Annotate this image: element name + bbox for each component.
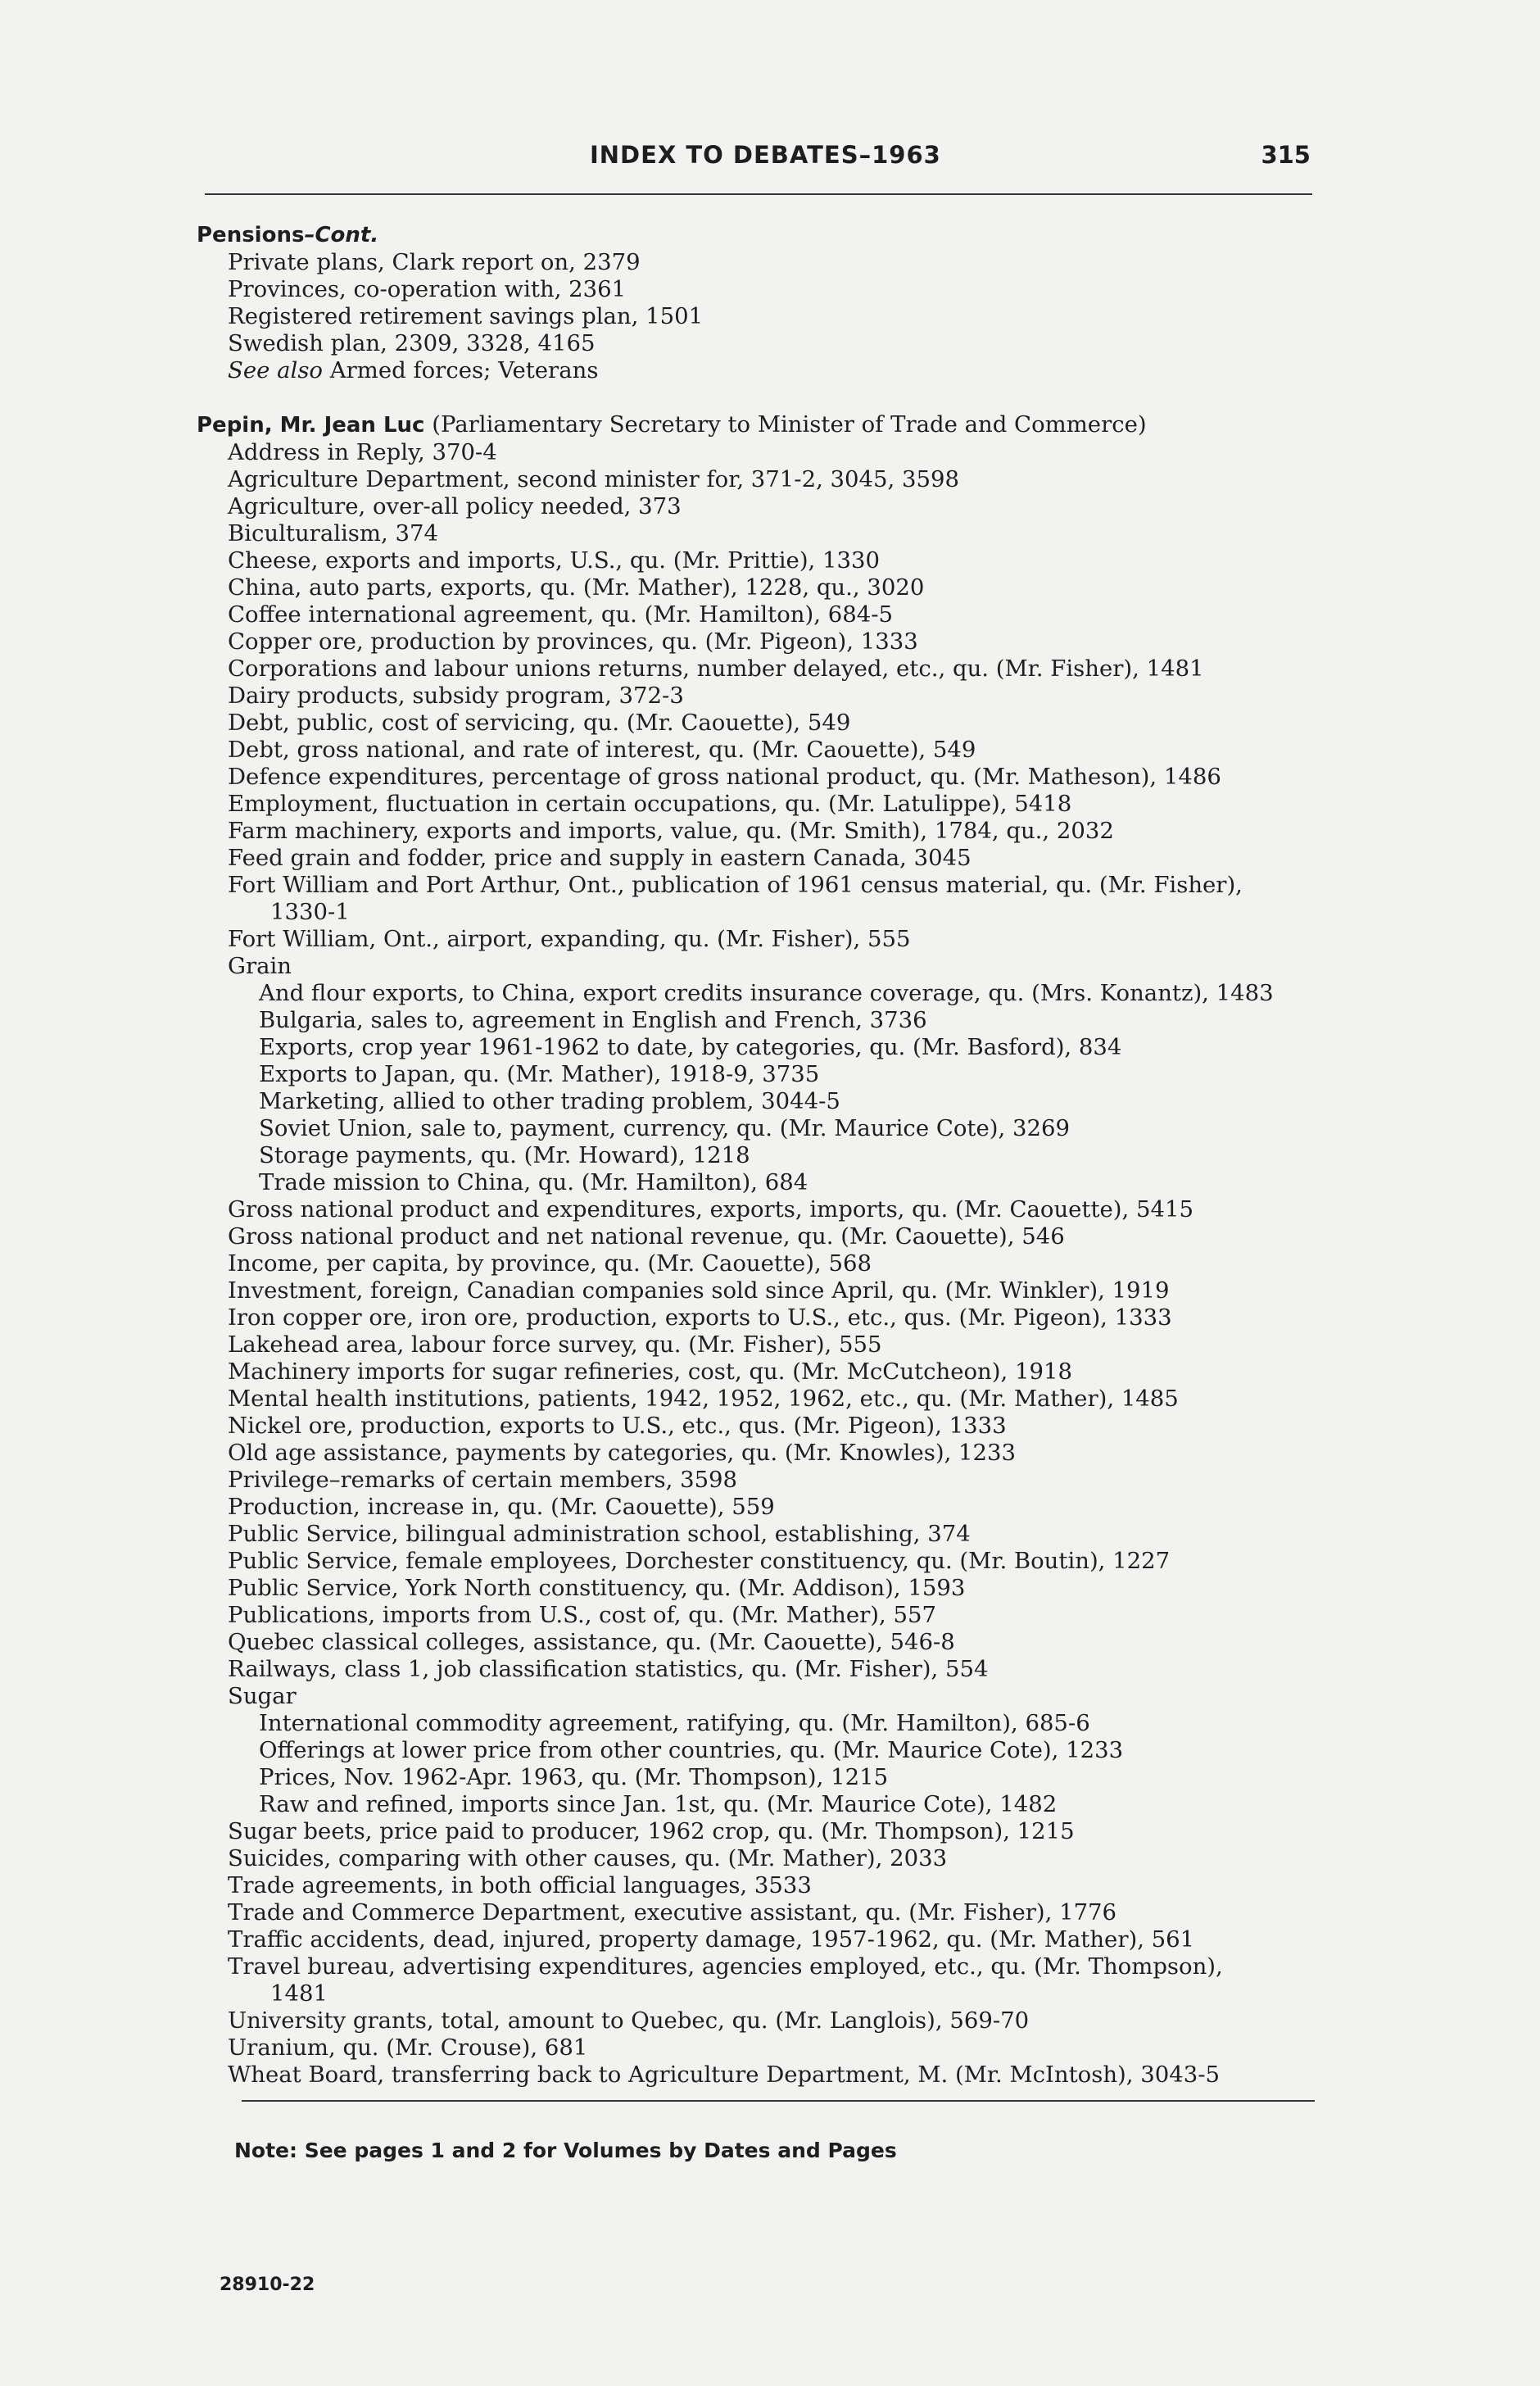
index-entry: Fort William, Ont., airport, expanding, qu. (Mr. Fisher), 555: [228, 926, 911, 952]
footer-rule: [242, 2100, 1315, 2102]
index-entry: Address in Reply, 370-4: [228, 439, 497, 465]
index-entry: Agriculture, over-all policy needed, 373: [228, 493, 682, 519]
footer-note: Note: See pages 1 and 2 for Volumes by Dates and Pages: [234, 2139, 897, 2162]
pepin-heading: [197, 411, 1335, 439]
index-entry: Fort William and Port Arthur, Ont., publication of 1961 census material, qu. (Mr. Fisher),: [228, 872, 1243, 898]
index-entry: Corporations and labour unions returns, number delayed, etc., qu. (Mr. Fisher), 1481: [228, 655, 1204, 682]
pepin-name: Pepin, Mr. Jean Luc: [197, 413, 425, 438]
index-subentry: Bulgaria, sales to, agreement in English and French, 3736: [259, 1007, 927, 1033]
index-entry: Feed grain and fodder, price and supply in eastern Canada, 3045: [228, 845, 972, 871]
index-subentry: Storage payments, qu. (Mr. Howard), 1218: [259, 1142, 750, 1168]
pepin-entries: [197, 439, 1335, 2089]
index-entry: Biculturalism, 374: [228, 520, 438, 547]
index-entry: Lakehead area, labour force survey, qu. (Mr. Fisher), 555: [228, 1331, 882, 1358]
index-entry: Public Service, York North constituency, qu. (Mr. Addison), 1593: [228, 1575, 966, 1601]
index-entry: Sugar beets, price paid to producer, 1962 crop, qu. (Mr. Thompson), 1215: [228, 1818, 1075, 1844]
index-content: [197, 221, 1335, 2089]
pensions-cont-label: –Cont.: [304, 223, 379, 247]
index-subentry: Raw and refined, imports since Jan. 1st, qu. (Mr. Maurice Cote), 1482: [259, 1791, 1058, 1817]
index-entry: Provinces, co-operation with, 2361: [228, 276, 627, 302]
index-entry: Privilege–remarks of certain members, 3598: [228, 1467, 738, 1493]
index-entry: Swedish plan, 2309, 3328, 4165: [228, 330, 596, 356]
index-entry: Production, increase in, qu. (Mr. Caouette), 559: [228, 1494, 775, 1520]
print-code: 28910-22: [220, 2275, 315, 2295]
index-entry: Copper ore, production by provinces, qu. (Mr. Pigeon), 1333: [228, 628, 918, 655]
index-entry: University grants, total, amount to Quebec, qu. (Mr. Langlois), 569-70: [228, 2007, 1030, 2034]
index-subentry: Exports, crop year 1961-1962 to date, by categories, qu. (Mr. Basford), 834: [259, 1034, 1122, 1060]
pensions-heading: [197, 221, 1335, 249]
index-subentry: International commodity agreement, ratifying, qu. (Mr. Hamilton), 685-6: [259, 1710, 1090, 1736]
index-entry-continuation: 1330-1: [270, 899, 350, 925]
index-entry: Coffee international agreement, qu. (Mr. Hamilton), 684-5: [228, 601, 893, 628]
index-entry: Publications, imports from U.S., cost of, qu. (Mr. Mather), 557: [228, 1602, 937, 1628]
index-entry: Quebec classical colleges, assistance, qu. (Mr. Caouette), 546-8: [228, 1629, 955, 1655]
index-entry: Employment, fluctuation in certain occupations, qu. (Mr. Latulippe), 5418: [228, 791, 1072, 817]
index-entry: Uranium, qu. (Mr. Crouse), 681: [228, 2034, 588, 2061]
index-subentry: Prices, Nov. 1962-Apr. 1963, qu. (Mr. Thompson), 1215: [259, 1764, 889, 1790]
pensions-heading-name: Pensions: [197, 223, 305, 247]
header-rule: [205, 193, 1312, 195]
index-subentry: Offerings at lower price from other countries, qu. (Mr. Maurice Cote), 1233: [259, 1737, 1124, 1763]
pepin-section: [197, 411, 1335, 2089]
see-also-text: Armed forces; Veterans: [329, 357, 599, 383]
index-entry: Investment, foreign, Canadian companies sold since April, qu. (Mr. Winkler), 1919: [228, 1277, 1170, 1304]
index-entry: Debt, gross national, and rate of interest, qu. (Mr. Caouette), 549: [228, 737, 976, 763]
index-entry: Cheese, exports and imports, U.S., qu. (Mr. Prittie), 1330: [228, 547, 881, 574]
page-title: INDEX TO DEBATES–1963: [590, 141, 941, 169]
index-entry: Dairy products, subsidy program, 372-3: [228, 683, 684, 709]
index-subentry: Soviet Union, sale to, payment, currency, qu. (Mr. Maurice Cote), 3269: [259, 1115, 1070, 1141]
index-entry: Gross national product and net national revenue, qu. (Mr. Caouette), 546: [228, 1223, 1065, 1250]
index-entry: Private plans, Clark report on, 2379: [228, 249, 641, 275]
index-subentry: And flour exports, to China, export credits insurance coverage, qu. (Mrs. Konantz), 1483: [259, 980, 1274, 1006]
index-subentry: Exports to Japan, qu. (Mr. Mather), 1918-9, 3735: [259, 1061, 820, 1087]
pensions-see-also: [197, 357, 1335, 384]
index-entry: Registered retirement savings plan, 1501: [228, 303, 704, 329]
pepin-description: (Parliamentary Secretary to Minister of Trade and Commerce): [432, 411, 1147, 438]
index-entry-continuation: 1481: [270, 1980, 328, 2007]
index-entry: Machinery imports for sugar refineries, cost, qu. (Mr. McCutcheon), 1918: [228, 1359, 1072, 1385]
index-entry: Gross national product and expenditures, exports, imports, qu. (Mr. Caouette), 5415: [228, 1196, 1194, 1222]
index-entry: Iron copper ore, iron ore, production, exports to U.S., etc., qus. (Mr. Pigeon), 1333: [228, 1304, 1172, 1331]
pensions-entries: [197, 249, 1335, 357]
index-entry: Debt, public, cost of servicing, qu. (Mr. Caouette), 549: [228, 710, 851, 736]
index-entry: Public Service, female employees, Dorchester constituency, qu. (Mr. Boutin), 1227: [228, 1548, 1171, 1574]
index-entry: Grain: [228, 953, 292, 979]
index-entry: Railways, class 1, job classification statistics, qu. (Mr. Fisher), 554: [228, 1656, 989, 1682]
index-entry: China, auto parts, exports, qu. (Mr. Mather), 1228, qu., 3020: [228, 574, 925, 601]
page-number: 315: [1261, 141, 1311, 169]
page-header: [205, 141, 1311, 182]
index-entry: Nickel ore, production, exports to U.S., etc., qus. (Mr. Pigeon), 1333: [228, 1413, 1007, 1439]
index-entry: Mental health institutions, patients, 1942, 1952, 1962, etc., qu. (Mr. Mather), 1485: [228, 1386, 1179, 1412]
index-entry: Income, per capita, by province, qu. (Mr. Caouette), 568: [228, 1250, 872, 1277]
index-entry: Sugar: [228, 1683, 297, 1709]
pensions-section: [197, 221, 1335, 384]
index-entry: Defence expenditures, percentage of gross national product, qu. (Mr. Matheson), 1486: [228, 764, 1221, 790]
index-subentry: Marketing, allied to other trading problem, 3044-5: [259, 1088, 840, 1114]
index-entry: Farm machinery, exports and imports, value, qu. (Mr. Smith), 1784, qu., 2032: [228, 818, 1114, 844]
index-entry: Trade agreements, in both official languages, 3533: [228, 1872, 812, 1898]
index-entry: Trade and Commerce Department, executive assistant, qu. (Mr. Fisher), 1776: [228, 1899, 1117, 1926]
index-entry: Suicides, comparing with other causes, qu. (Mr. Mather), 2033: [228, 1845, 948, 1871]
index-entry: Public Service, bilingual administration school, establishing, 374: [228, 1521, 971, 1547]
index-entry: Traffic accidents, dead, injured, property damage, 1957-1962, qu. (Mr. Mather), 561: [228, 1926, 1195, 1953]
index-subentry: Trade mission to China, qu. (Mr. Hamilton), 684: [259, 1169, 808, 1195]
index-entry: Old age assistance, payments by categories, qu. (Mr. Knowles), 1233: [228, 1440, 1017, 1466]
index-entry: Wheat Board, transferring back to Agriculture Department, M. (Mr. McIntosh), 3043-5: [228, 2062, 1221, 2088]
index-entry: Travel bureau, advertising expenditures, agencies employed, etc., qu. (Mr. Thompson),: [228, 1953, 1223, 1980]
index-entry: Agriculture Department, second minister for, 371-2, 3045, 3598: [228, 466, 960, 492]
see-also-label: See also: [228, 357, 323, 383]
